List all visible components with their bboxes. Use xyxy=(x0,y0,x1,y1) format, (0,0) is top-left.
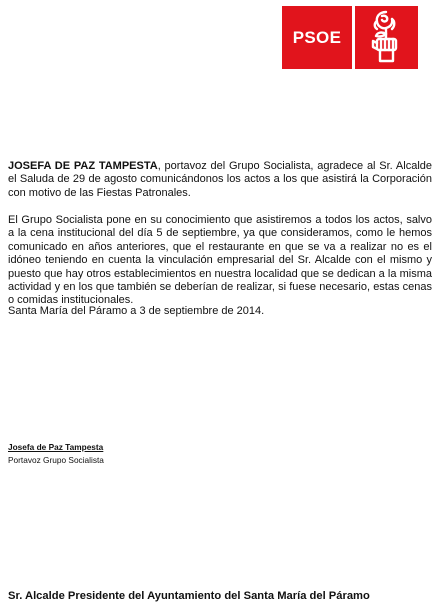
body-paragraph: El Grupo Socialista pone en su conocimiento que asistiremos a todos los actos, salvo a la cena institucional del día 5 de septiembre, ya que consideramos, como le hemos comunicado en años anteriores, que el restaurante en que se va a realizar no es el idóneo teniendo en cuenta la vinculación empresarial del Sr. Alcalde con el mismo y puesto que hay otros establecimientos en nuestra localidad que se dedican a la misma actividad y en los que también se deberían de realizar, si fuese necesario, estas cenas o comidas institucionales. xyxy=(8,214,432,307)
rose-in-fist-icon xyxy=(355,6,418,69)
signature-role: Portavoz Grupo Socialista xyxy=(8,455,104,465)
sender-name: JOSEFA DE PAZ TAMPESTA xyxy=(8,160,158,172)
psoe-logo-text xyxy=(282,6,352,69)
recipient-line: Sr. Alcalde Presidente del Ayuntamiento del Santa María del Páramo xyxy=(8,590,370,602)
opening-paragraph-text: , portavoz del Grupo Socialista, agradece al Sr. Alcalde el Saluda de 29 de agosto comunicándonos los actos a los que asistirá la Corporación con motivo de las Fiestas Patronales. xyxy=(8,160,432,199)
signature-name: Josefa de Paz Tampesta xyxy=(8,442,104,452)
psoe-logo-label: PSOE xyxy=(292,27,342,47)
opening-paragraph xyxy=(8,160,432,200)
place-date-line: Santa María del Páramo a 3 de septiembre de 2014. xyxy=(8,305,265,317)
